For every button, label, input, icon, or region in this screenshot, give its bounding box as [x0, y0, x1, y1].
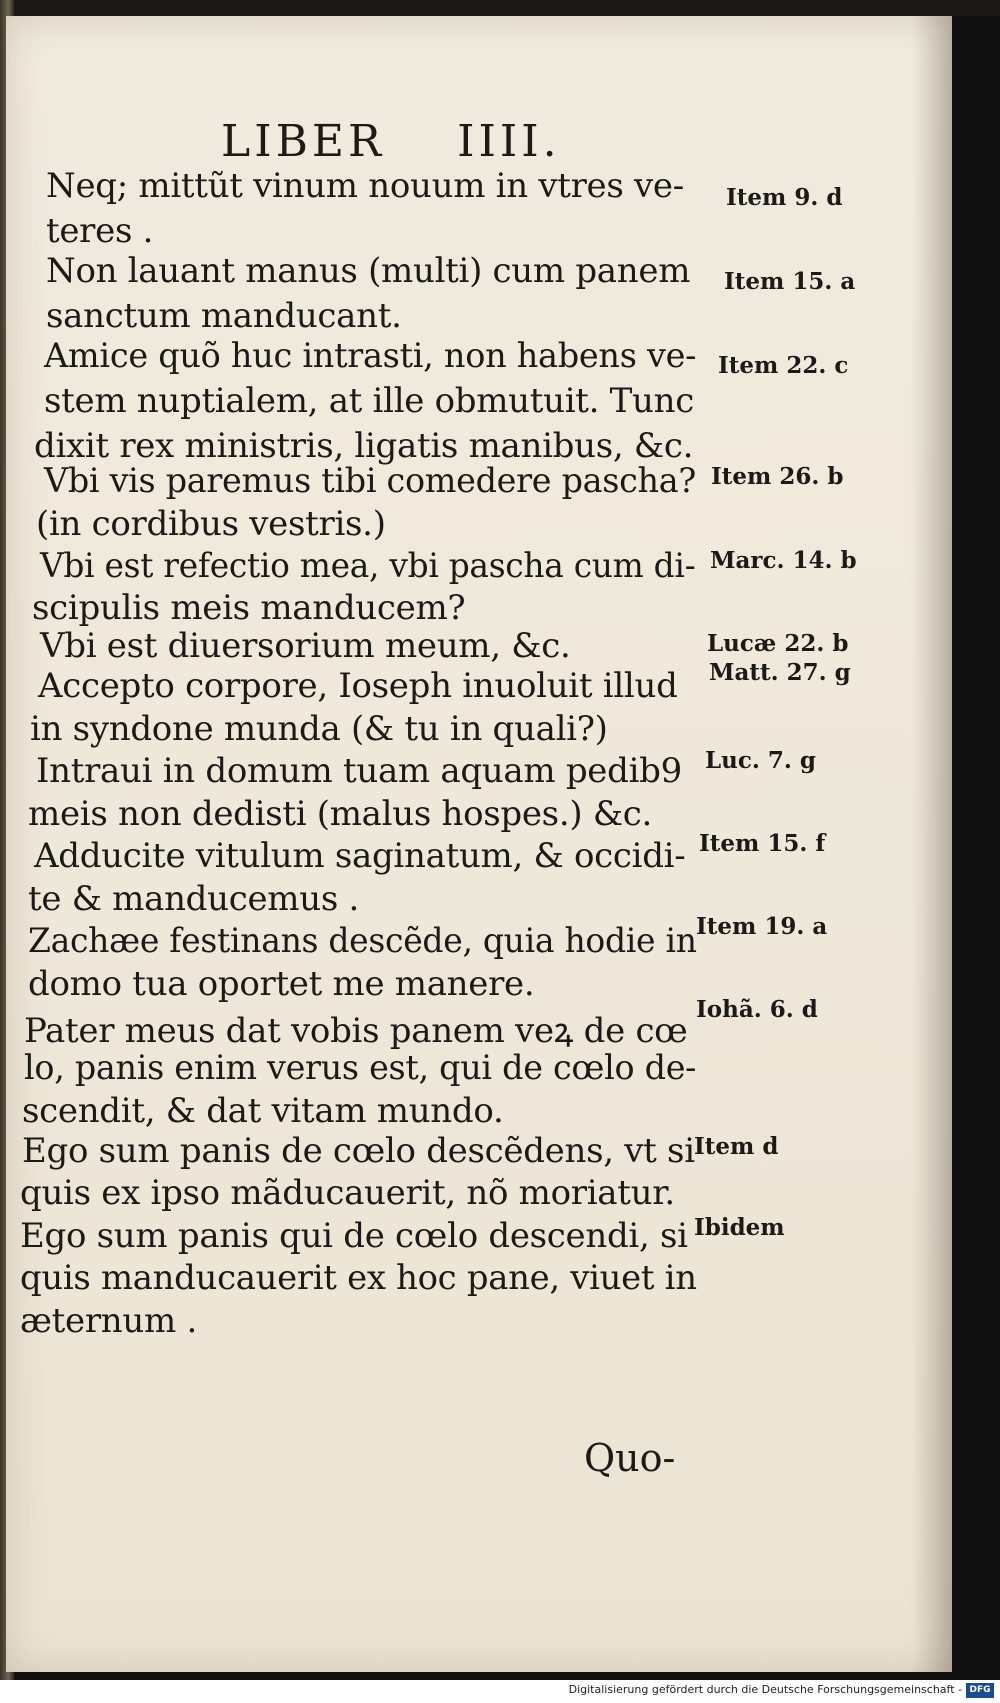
- margin-reference: Lucæ 22. b: [707, 630, 849, 657]
- text-line: dixit rex ministris, ligatis manibus, &c.: [34, 426, 694, 466]
- text-line: in syndone munda (& tu in quali?): [30, 709, 608, 749]
- margin-reference: Iohã. 6. d: [696, 996, 818, 1023]
- text-line: Ego sum panis qui de cœlo descendi, si: [20, 1216, 688, 1256]
- margin-reference: Item 15. f: [699, 830, 826, 857]
- dfg-logo: DFG: [966, 1683, 994, 1698]
- text-line: stem nuptialem, at ille obmutuit. Tunc: [44, 381, 694, 421]
- digitization-footer: [0, 1680, 1000, 1703]
- running-head: LIBER IIII.: [221, 116, 561, 167]
- text-line: lo, panis enim verus est, qui de cœlo de-: [24, 1048, 697, 1088]
- gutter-shadow: [912, 16, 952, 1672]
- text-line: domo tua oportet me manere.: [28, 964, 535, 1004]
- text-line: Pater meus dat vobis panem veꝝ de cœ: [24, 1011, 688, 1051]
- book-page: [6, 16, 952, 1672]
- margin-reference: Item 15. a: [724, 268, 856, 295]
- text-line: (in cordibus vestris.): [36, 504, 386, 544]
- text-line: Intraui in domum tuam aquam pedib9: [36, 751, 682, 791]
- margin-reference: Item 19. a: [696, 913, 828, 940]
- text-line: Amice quõ huc intrasti, non habens ve-: [44, 336, 697, 376]
- margin-reference: Ibidem: [694, 1214, 785, 1241]
- text-line: scendit, & dat vitam mundo.: [22, 1091, 504, 1131]
- book-top-edge: [0, 0, 1000, 16]
- text-line: Non lauant manus (multi) cum panem: [46, 251, 691, 291]
- margin-reference: Item 9. d: [726, 184, 843, 211]
- text-line: Vbi est refectio mea, vbi pascha cum di-: [40, 546, 696, 586]
- text-line: teres .: [46, 211, 154, 251]
- margin-reference: Item 22. c: [718, 352, 849, 379]
- funding-note: Digitalisierung gefördert durch die Deutsche Forschungsgemeinschaft -: [568, 1683, 962, 1696]
- margin-reference: Luc. 7. g: [705, 747, 817, 774]
- text-line: te & manducemus .: [28, 879, 359, 919]
- text-line: scipulis meis manducem?: [32, 588, 466, 628]
- text-line: Vbi vis paremus tibi comedere pascha?: [44, 461, 696, 501]
- text-line: quis manducauerit ex hoc pane, viuet in: [20, 1258, 697, 1298]
- text-line: quis ex ipso mãducauerit, nõ moriatur.: [20, 1173, 675, 1213]
- margin-reference: Item 26. b: [711, 463, 844, 490]
- catchword: Quo-: [584, 1436, 676, 1480]
- text-line: Zachæe festinans descẽde, quia hodie in: [28, 921, 697, 961]
- text-line: Neq; mittũt vinum nouum in vtres ve-: [46, 166, 684, 206]
- text-line: sanctum manducant.: [46, 296, 402, 336]
- text-line: Vbi est diuersorium meum, &c.: [40, 626, 571, 666]
- text-line: Adducite vitulum saginatum, & occidi-: [34, 836, 686, 876]
- margin-reference: Marc. 14. b: [710, 547, 857, 574]
- margin-reference: Item d: [694, 1133, 779, 1160]
- text-line: æternum .: [20, 1301, 197, 1341]
- margin-reference: Matt. 27. g: [709, 659, 851, 686]
- text-line: Accepto corpore, Ioseph inuoluit illud: [38, 666, 678, 706]
- text-line: meis non dedisti (malus hospes.) &c.: [28, 794, 653, 834]
- text-line: Ego sum panis de cœlo descẽdens, vt si: [22, 1131, 695, 1171]
